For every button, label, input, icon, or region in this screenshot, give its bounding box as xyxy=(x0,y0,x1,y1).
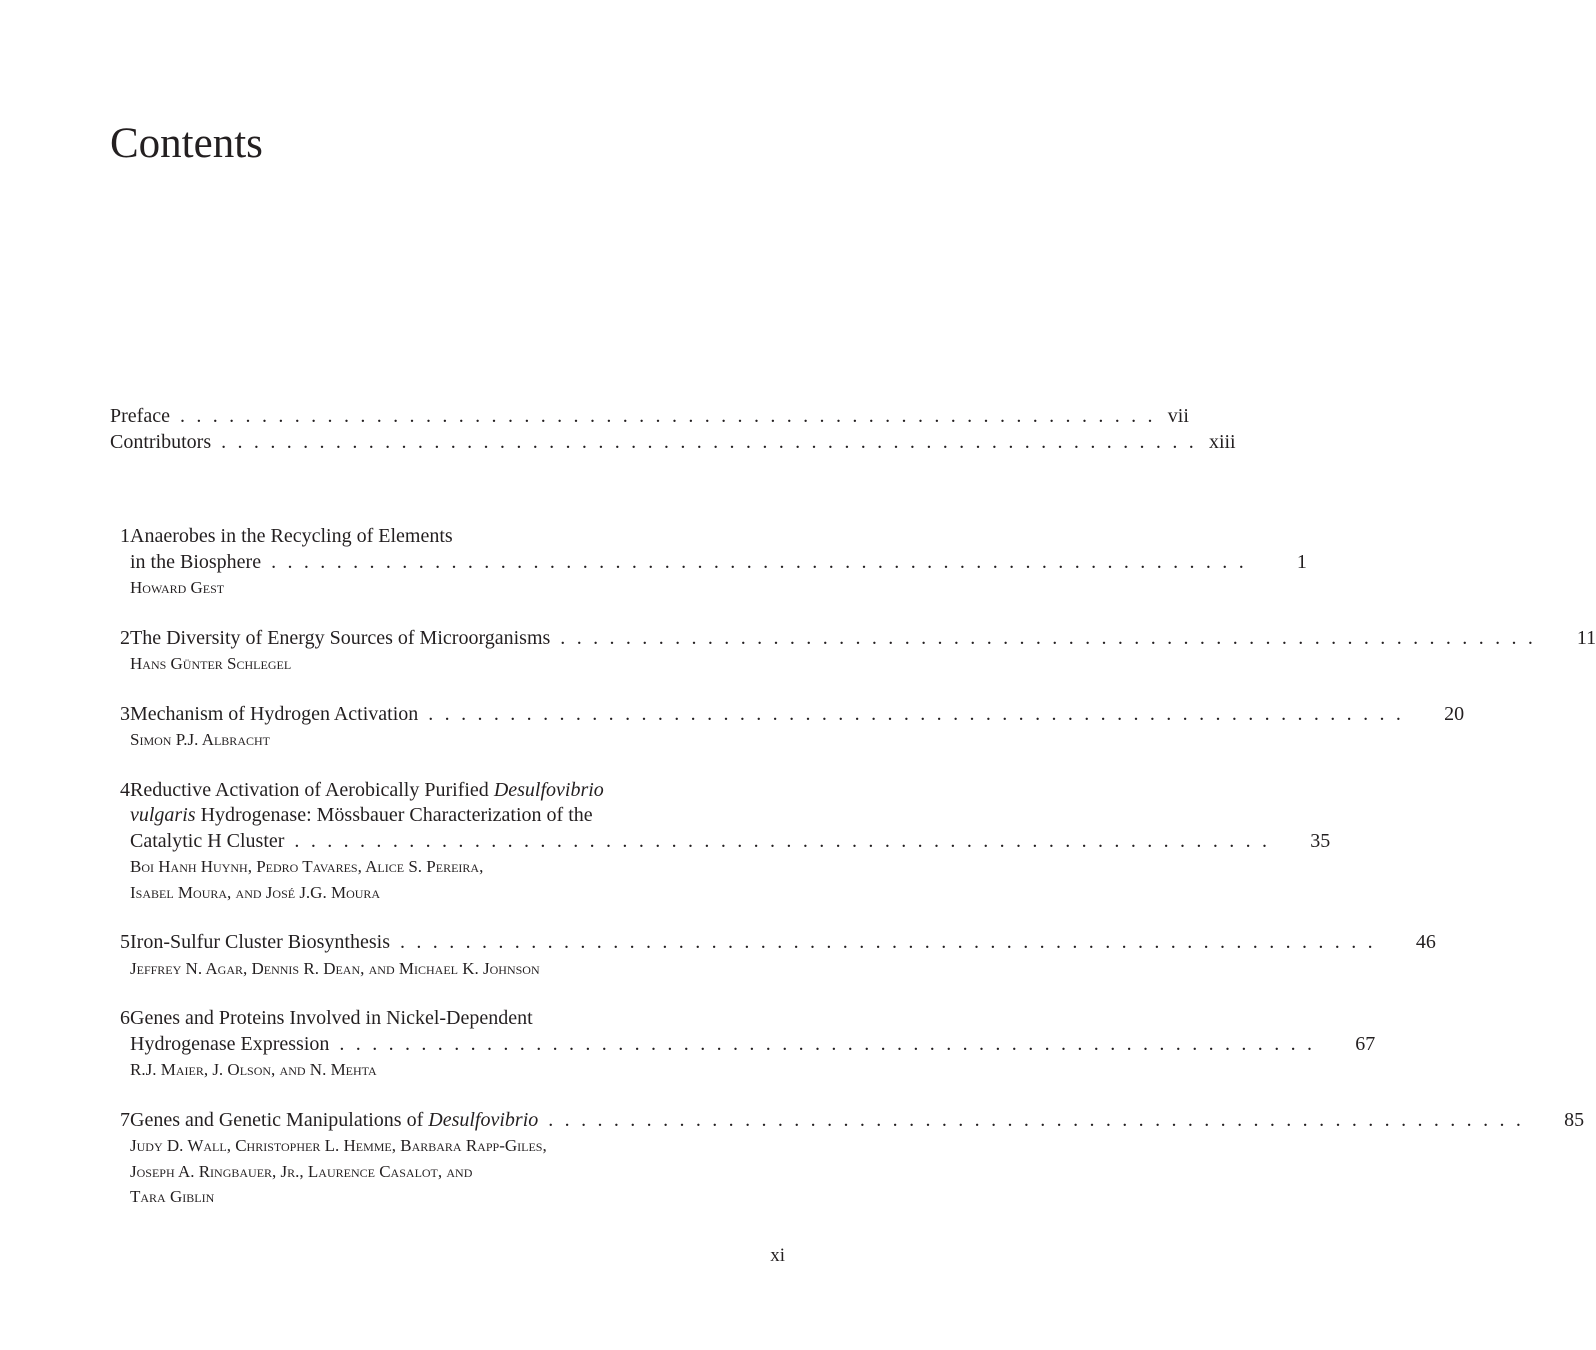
chapter-page: 85 xyxy=(1564,1108,1585,1131)
front-matter-list xyxy=(110,404,1236,455)
toc-entry-chapter-3[interactable] xyxy=(110,702,1465,753)
dot-leader: . . . . . . . . . . . . . . . . . . . . . . . . . . . . . . . . . . . . . . . . . . . . . . . . . . . . . . . . . . . . xyxy=(339,1032,1316,1055)
title-species: vulgaris xyxy=(130,804,196,826)
chapter-title: Genes and Proteins Involved in Nickel-Dependent xyxy=(130,1007,533,1029)
dot-leader: . . . . . . . . . . . . . . . . . . . . . . . . . . . . . . . . . . . . . . . . . . . . . . . . . . . . . . . . . . . . xyxy=(428,702,1405,725)
chapter-authors: Jeffrey N. Agar, Dennis R. Dean, and Michael K. Johnson xyxy=(130,958,540,978)
chapter-title: Mechanism of Hydrogen Activation xyxy=(130,702,419,725)
dot-leader: . . . . . . . . . . . . . . . . . . . . . . . . . . . . . . . . . . . . . . . . . . . . . . . . . . . . . . . . . . . . xyxy=(221,430,1197,453)
dot-leader: . . . . . . . . . . . . . . . . . . . . . . . . . . . . . . . . . . . . . . . . . . . . . . . . . . . . . . . . . . . . xyxy=(560,626,1537,649)
title-text: Reductive Activation of Aerobically Purified xyxy=(130,778,494,801)
chapter-authors: R.J. Maier, J. Olson, and N. Mehta xyxy=(130,1060,377,1079)
dot-leader: . . . . . . . . . . . . . . . . . . . . . . . . . . . . . . . . . . . . . . . . . . . . . . . . . . . . . . . . . . . . xyxy=(400,931,1376,953)
chapter-title-line xyxy=(130,803,1330,829)
dot-leader: . . . . . . . . . . . . . . . . . . . . . . . . . . . . . . . . . . . . . . . . . . . . . . . . . . . . . . . . . . . . xyxy=(548,1108,1525,1131)
dot-leader: . . . . . . . . . . . . . . . . . . . . . . . . . . . . . . . . . . . . . . . . . . . . . . . . . . . . . . . . . . . . xyxy=(294,829,1271,852)
toc-entry-chapter-7[interactable] xyxy=(110,1108,1585,1210)
chapter-number: 5 xyxy=(120,931,130,953)
toc-entry-chapter-5[interactable] xyxy=(110,930,1436,981)
chapter-page: 35 xyxy=(1310,829,1331,852)
chapter-number: 6 xyxy=(120,1007,130,1029)
chapter-authors: Tara Giblin xyxy=(130,1187,215,1206)
chapter-authors: Judy D. Wall, Christopher L. Hemme, Barbara Rapp-Giles, xyxy=(130,1136,547,1155)
chapter-page: 20 xyxy=(1444,702,1465,725)
entry-label: Preface xyxy=(110,405,170,427)
chapter-title: Hydrogenase Expression xyxy=(130,1032,330,1055)
chapter-title: The Diversity of Energy Sources of Microorganisms xyxy=(130,626,551,649)
toc-entry-chapter-2[interactable] xyxy=(110,626,1596,677)
title-genus: Desulfovibrio xyxy=(428,1108,539,1131)
chapter-list xyxy=(110,524,1596,1210)
entry-label: Contributors xyxy=(110,430,212,453)
chapter-authors: Hans Günter Schlegel xyxy=(130,654,292,673)
chapter-number: 2 xyxy=(120,626,130,649)
chapter-authors: Howard Gest xyxy=(130,578,225,597)
chapter-number: 4 xyxy=(120,778,130,801)
chapter-authors: Joseph A. Ringbauer, Jr., Laurence Casalot, and xyxy=(130,1161,473,1181)
page-number: xi xyxy=(770,1245,785,1266)
entry-page: vii xyxy=(1167,405,1189,427)
chapter-page: 46 xyxy=(1415,931,1436,953)
chapter-number: 1 xyxy=(120,525,130,547)
chapter-authors: Boi Hanh Huynh, Pedro Tavares, Alice S. Pereira, xyxy=(130,857,484,876)
title-text: Genes and Genetic Manipulations of xyxy=(130,1108,429,1131)
toc-entry-chapter-4[interactable] xyxy=(110,778,1331,906)
chapter-title: Catalytic H Cluster xyxy=(130,829,285,852)
toc-entry-chapter-1[interactable] xyxy=(110,524,1307,601)
chapter-number: 3 xyxy=(120,702,130,725)
chapter-title: in the Biosphere xyxy=(130,550,262,573)
toc-entry-preface[interactable] xyxy=(110,404,1189,430)
chapter-page: 1 xyxy=(1296,550,1307,573)
toc-entry-chapter-6[interactable] xyxy=(110,1006,1376,1083)
toc-entry-contributors[interactable] xyxy=(110,430,1236,456)
chapter-number: 7 xyxy=(120,1108,130,1131)
chapter-title: Anaerobes in the Recycling of Elements xyxy=(130,525,453,547)
dot-leader: . . . . . . . . . . . . . . . . . . . . . . . . . . . . . . . . . . . . . . . . . . . . . . . . . . . . . . . . . . . . xyxy=(179,405,1156,427)
dot-leader: . . . . . . . . . . . . . . . . . . . . . . . . . . . . . . . . . . . . . . . . . . . . . . . . . . . . . . . . . . . . xyxy=(271,550,1247,573)
entry-page: xiii xyxy=(1208,430,1236,453)
title-genus: Desulfovibrio xyxy=(493,778,604,801)
chapter-page: 11 xyxy=(1576,626,1596,649)
chapter-title: Iron-Sulfur Cluster Biosynthesis xyxy=(130,931,390,953)
chapter-page: 67 xyxy=(1355,1032,1376,1055)
chapter-title-line xyxy=(130,778,1330,804)
page-title: Contents xyxy=(110,120,263,167)
title-text: Hydrogenase: Mössbauer Characterization of the xyxy=(195,804,593,826)
chapter-title xyxy=(130,1108,538,1134)
chapter-authors: Simon P.J. Albracht xyxy=(130,730,270,749)
chapter-authors: Isabel Moura, and José J.G. Moura xyxy=(130,882,381,902)
